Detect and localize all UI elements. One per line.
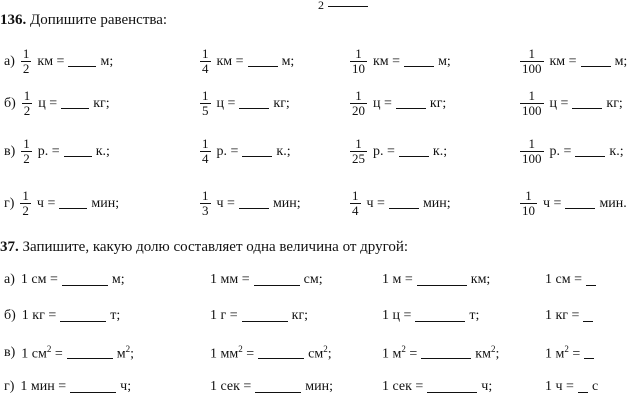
fraction-denominator: 10 [352, 61, 365, 76]
unit-from: 1 кг = [21, 308, 57, 323]
answer-blank[interactable] [239, 98, 269, 109]
answer-blank[interactable] [64, 146, 92, 157]
unit-from: 1 сек = [210, 379, 252, 394]
unit-from: ц = [549, 95, 569, 111]
fraction-denominator: 4 [202, 61, 209, 76]
unit-from: ц = [38, 95, 58, 111]
unit-from: 1 см = [20, 272, 58, 287]
answer-blank[interactable] [575, 146, 605, 157]
answer-blank[interactable] [254, 275, 300, 286]
task-136-number: 136. [0, 12, 27, 28]
unit-to: кг; [291, 308, 309, 323]
unit-from: ч = [216, 195, 235, 211]
answer-blank[interactable] [242, 311, 288, 322]
equation-item [4, 47, 113, 76]
fraction [200, 89, 211, 118]
ratio-item [545, 308, 597, 324]
equation-item [350, 89, 446, 118]
unit-from: 1 ч = [545, 379, 574, 394]
equation-item [4, 189, 119, 218]
row-label: г) [4, 379, 15, 394]
ratio-item [210, 272, 323, 288]
equation-item [4, 137, 110, 166]
unit-from: 1 $мм^2$ = [210, 344, 255, 362]
ratio-item [4, 272, 125, 288]
answer-blank[interactable] [255, 382, 301, 393]
task-137-title: Запишите, какую долю составляет одна величина от другой: [22, 239, 409, 255]
ratio-item [210, 379, 333, 395]
unit-from: км = [216, 53, 244, 69]
ratio-item [4, 308, 120, 324]
fraction [21, 137, 32, 166]
unit-to: кг; [93, 95, 110, 111]
unit-from: р. = [373, 143, 395, 159]
fraction-denominator: 2 [22, 61, 30, 76]
ratio-item [545, 272, 600, 288]
unit-to: т; [110, 308, 121, 323]
answer-blank[interactable] [572, 98, 602, 109]
row-label: а) [4, 53, 15, 69]
exponent: 2 [238, 344, 243, 354]
unit-from: ц = [216, 95, 236, 111]
unit-from: 1 $см^2$ = [21, 344, 63, 362]
answer-blank[interactable] [239, 198, 269, 209]
answer-blank[interactable] [578, 382, 588, 393]
unit-from: ц = [373, 95, 392, 111]
task-137-heading [0, 239, 408, 256]
unit-from: 1 $м^2$ = [545, 344, 581, 362]
fraction-denominator: 2 [23, 103, 31, 118]
unit-to: см; [303, 272, 323, 287]
fraction-denominator: 3 [202, 203, 209, 218]
fraction [200, 47, 211, 76]
fraction [520, 137, 544, 166]
fraction-numerator: 1 [22, 188, 29, 203]
ratio-item [382, 272, 490, 288]
fraction-numerator: 1 [22, 46, 30, 61]
unit-to: $м^2$; [116, 344, 135, 362]
equation-item [200, 137, 291, 166]
fraction-denominator: 20 [352, 103, 365, 118]
fraction-numerator: 1 [202, 46, 209, 61]
unit-from: 1 $м^2$ = [382, 344, 418, 362]
answer-blank[interactable] [67, 348, 113, 359]
answer-blank[interactable] [581, 56, 611, 67]
fraction-denominator: 25 [352, 151, 365, 166]
fraction [350, 137, 367, 166]
fraction [520, 89, 544, 118]
unit-to: м; [438, 53, 451, 69]
exponent: 2 [323, 344, 328, 354]
row-label: б) [4, 95, 16, 111]
unit-from: 1 кг = [545, 308, 580, 323]
answer-blank[interactable] [61, 98, 89, 109]
fraction [350, 89, 367, 118]
fraction [200, 137, 211, 166]
answer-blank[interactable] [70, 382, 116, 393]
task-137-number: 37. [0, 239, 19, 255]
unit-to: км; [470, 272, 491, 287]
unit-to: мин; [91, 195, 120, 211]
exponent: 2 [125, 344, 131, 354]
fraction [520, 189, 537, 218]
equation-item [520, 47, 627, 76]
ratio-item [545, 344, 598, 363]
row-label: в) [4, 143, 16, 159]
top-stub-blank[interactable] [328, 0, 368, 7]
fraction [21, 47, 32, 76]
ratio-item [545, 379, 598, 395]
unit-to: м; [614, 53, 628, 69]
fraction-denominator: 10 [522, 203, 535, 218]
exponent: 2 [401, 344, 406, 354]
unit-from: 1 мм = [210, 272, 250, 287]
unit-to: $см^2$; [308, 344, 332, 362]
unit-to: мин; [422, 195, 451, 211]
row-label: г) [4, 195, 15, 211]
fraction [200, 189, 211, 218]
fraction-numerator: 1 [23, 88, 31, 103]
unit-from: 1 г = [210, 308, 238, 323]
fraction-denominator: 4 [352, 203, 359, 218]
unit-to: м; [100, 53, 114, 69]
unit-to: $км^2$; [475, 344, 500, 362]
answer-blank[interactable] [427, 382, 477, 393]
answer-blank[interactable] [415, 311, 465, 322]
fraction-numerator: 1 [23, 136, 30, 151]
fraction-numerator: 1 [525, 188, 532, 203]
task-136-heading [0, 12, 167, 29]
fraction-denominator: 2 [22, 203, 29, 218]
fraction-numerator: 1 [352, 188, 359, 203]
fraction-numerator: 1 [355, 46, 362, 61]
equation-item [350, 189, 451, 218]
unit-to: м; [281, 53, 295, 69]
unit-to: к.; [432, 143, 448, 159]
fraction [22, 89, 33, 118]
equation-item [4, 89, 110, 118]
answer-blank[interactable] [421, 348, 471, 359]
fraction [20, 189, 31, 218]
answer-blank[interactable] [404, 56, 434, 67]
unit-from: р. = [549, 143, 572, 159]
answer-blank[interactable] [586, 275, 596, 286]
unit-from: ч = [543, 195, 562, 211]
unit-to: ч; [481, 379, 493, 394]
unit-to: т; [469, 308, 480, 323]
answer-blank[interactable] [59, 198, 87, 209]
unit-from: 1 см = [545, 272, 582, 287]
row-label: в) [4, 345, 16, 361]
answer-blank[interactable] [248, 56, 278, 67]
task-136-title: Допишите равенства: [30, 12, 168, 28]
unit-from: км = [549, 53, 577, 69]
unit-from: 1 сек = [382, 379, 424, 394]
row-label: б) [4, 308, 16, 323]
equation-item [520, 137, 624, 166]
unit-to: мин; [272, 195, 301, 211]
fraction [350, 47, 367, 76]
fraction-denominator: 2 [23, 151, 30, 166]
exponent: 2 [490, 344, 496, 354]
unit-from: 1 м = [382, 272, 413, 287]
equation-item [350, 137, 447, 166]
unit-from: 1 мин = [20, 379, 67, 394]
equation-item [200, 47, 294, 76]
unit-to: кг; [429, 95, 447, 111]
unit-to: кг; [606, 95, 623, 111]
answer-blank[interactable] [389, 198, 419, 209]
fraction-denominator: 100 [522, 151, 542, 166]
answer-blank[interactable] [62, 275, 108, 286]
fraction-numerator: 1 [528, 88, 535, 103]
top-stub-text: 2 [318, 0, 324, 12]
exponent: 2 [46, 344, 52, 354]
fraction-numerator: 1 [528, 46, 535, 61]
unit-from: р. = [216, 143, 239, 159]
ratio-item [382, 344, 499, 363]
answer-blank[interactable] [417, 275, 467, 286]
ratio-item [4, 379, 131, 395]
unit-to: к.; [609, 143, 624, 159]
unit-to: ч; [120, 379, 132, 394]
unit-from: км = [373, 53, 401, 69]
unit-from: ч = [36, 195, 56, 211]
answer-blank[interactable] [565, 198, 595, 209]
fraction-denominator: 100 [522, 103, 542, 118]
equation-item [200, 89, 290, 118]
fraction [350, 189, 361, 218]
row-label: а) [4, 272, 15, 287]
unit-to: к.; [95, 143, 110, 159]
equation-item [200, 189, 301, 218]
fraction-numerator: 1 [202, 136, 209, 151]
unit-from: р. = [37, 143, 60, 159]
fraction-denominator: 100 [522, 61, 542, 76]
unit-to: кг; [273, 95, 290, 111]
ratio-item [382, 379, 492, 395]
equation-item [350, 47, 451, 76]
fraction-denominator: 5 [202, 103, 209, 118]
top-stub [318, 0, 372, 13]
answer-blank[interactable] [583, 311, 593, 322]
ratio-item [210, 308, 308, 324]
answer-blank[interactable] [399, 146, 429, 157]
fraction-numerator: 1 [202, 188, 209, 203]
unit-to: мин. [599, 195, 627, 211]
unit-to: к.; [276, 143, 291, 159]
ratio-item [4, 344, 134, 363]
ratio-item [382, 308, 479, 324]
ratio-item [210, 344, 332, 363]
answer-blank[interactable] [584, 348, 594, 359]
unit-to: м; [111, 272, 125, 287]
unit-from: ч = [366, 195, 385, 211]
answer-blank[interactable] [68, 56, 96, 67]
answer-blank[interactable] [242, 146, 272, 157]
fraction-numerator: 1 [528, 136, 535, 151]
answer-blank[interactable] [258, 348, 304, 359]
fraction-numerator: 1 [355, 88, 362, 103]
unit-from: 1 ц = [382, 308, 412, 323]
unit-to: мин; [305, 379, 334, 394]
answer-blank[interactable] [60, 311, 106, 322]
unit-to: с [591, 379, 599, 394]
fraction-numerator: 1 [202, 88, 209, 103]
fraction [520, 47, 544, 76]
equation-item [520, 89, 623, 118]
fraction-numerator: 1 [355, 136, 362, 151]
answer-blank[interactable] [396, 98, 426, 109]
exponent: 2 [564, 344, 569, 354]
unit-from: км = [37, 53, 65, 69]
fraction-denominator: 4 [202, 151, 209, 166]
equation-item [520, 189, 627, 218]
